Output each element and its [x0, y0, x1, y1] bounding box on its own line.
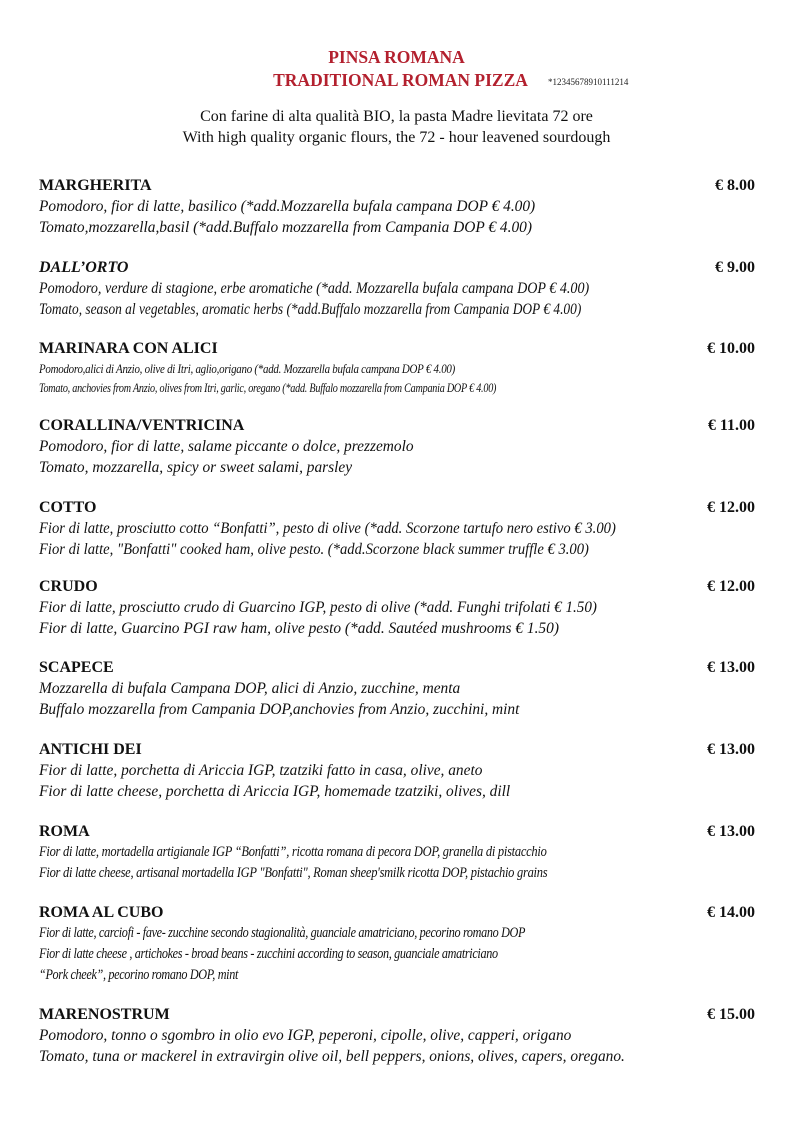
item-name: COTTO: [39, 499, 97, 516]
menu-item-crudo: [39, 577, 757, 639]
item-desc-english: Fior di latte cheese, artisanal mortadella IGP "Bonfatti", Roman sheep'smilk ricotta DOP, pistachio grains: [39, 865, 548, 881]
item-desc-italian: Pomodoro,alici di Anzio, olive di Itri, aglio,origano (*add. Mozzarella bufala campana DOP € 4.00): [39, 361, 456, 376]
item-desc-italian: Pomodoro, fior di latte, salame piccante o dolce, prezzemolo: [39, 438, 414, 455]
item-desc-english: Buffalo mozzarella from Campania DOP,anchovies from Anzio, zucchini, mint: [39, 701, 520, 718]
item-desc-english: Tomato, season al vegetables, aromatic herbs (*add.Buffalo mozzarella from Campania DOP € 4.00): [39, 301, 582, 318]
allergen-note: *12345678910111214: [548, 77, 629, 87]
item-price: € 13.00: [707, 659, 755, 676]
item-name: ROMA AL CUBO: [39, 904, 164, 921]
item-name: DALL’ORTO: [39, 259, 129, 276]
item-price: € 13.00: [707, 823, 755, 840]
menu-item-cotto: [39, 498, 757, 560]
menu-item-dallorto: [39, 258, 757, 320]
page-title: PINSA ROMANA: [328, 47, 465, 67]
item-desc-english: Tomato,mozzarella,basil (*add.Buffalo mozzarella from Campania DOP € 4.00): [39, 219, 532, 236]
item-price: € 11.00: [707, 417, 755, 434]
item-desc-italian: Fior di latte, carciofi - fave- zucchine secondo stagionalità, guanciale amatriciano, pecorino romano DOP: [39, 925, 526, 941]
item-price: € 12.00: [707, 499, 755, 516]
intro-english: With high quality organic flours, the 72 - hour leavened sourdough: [182, 129, 611, 146]
item-desc-italian: Fior di latte, mortadella artigianale IGP “Bonfatti”, ricotta romana di pecora DOP, granella di pistacchio: [39, 844, 547, 860]
item-price: € 14.00: [707, 904, 755, 921]
item-name: SCAPECE: [39, 659, 114, 676]
menu-item-antichi-dei: [39, 740, 757, 802]
item-desc-english: Tomato, tuna or mackerel in extravirgin olive oil, bell peppers, onions, olives, capers, oregano.: [39, 1048, 625, 1065]
item-name: MARINARA CON ALICI: [39, 340, 218, 357]
item-price: € 8.00: [715, 177, 755, 194]
item-name: MARGHERITA: [39, 177, 152, 194]
item-desc-english: Tomato, mozzarella, spicy or sweet salami, parsley: [39, 459, 353, 476]
item-desc-english: Fior di latte cheese , artichokes - broad beans - zucchini according to season, guanciale amatriciano: [39, 946, 498, 962]
item-desc-italian: Fior di latte, prosciutto cotto “Bonfatti”, pesto di olive (*add. Scorzone tartufo nero estivo € 3.00): [39, 520, 616, 537]
item-desc-english: Fior di latte, "Bonfatti" cooked ham, olive pesto. (*add.Scorzone black summer truffle € 3.00): [39, 541, 589, 558]
menu-item-marinara-con-alici: [39, 339, 757, 397]
item-name: CORALLINA/VENTRICINA: [39, 417, 245, 434]
item-desc-italian: Fior di latte, prosciutto crudo di Guarcino IGP, pesto di olive (*add. Funghi trifolati € 1.50): [39, 599, 597, 616]
menu-item-marenostrum: [39, 1005, 757, 1067]
item-name: ANTICHI DEI: [39, 741, 142, 758]
intro-italian: Con farine di alta qualità BIO, la pasta Madre lievitata 72 ore: [200, 108, 593, 125]
item-price: € 13.00: [707, 741, 755, 758]
item-desc-english: Tomato, anchovies from Anzio, olives from Itri, garlic, oregano (*add. Buffalo mozzarella from Campania DOP € 4.00): [39, 380, 497, 395]
item-name: ROMA: [39, 823, 90, 840]
item-price: € 10.00: [707, 340, 755, 357]
page-subtitle-text: TRADITIONAL ROMAN PIZZA: [273, 70, 528, 90]
item-price: € 15.00: [707, 1006, 755, 1023]
item-desc-italian: Pomodoro, tonno o sgombro in olio evo IGP, peperoni, cipolle, olive, capperi, origano: [39, 1027, 572, 1044]
item-price: € 12.00: [707, 578, 755, 595]
menu-item-roma: [39, 822, 757, 884]
menu-item-scapece: [39, 658, 757, 720]
item-desc-english-cont: “Pork cheek”, pecorino romano DOP, mint: [39, 967, 239, 983]
item-desc-italian: Mozzarella di bufala Campana DOP, alici di Anzio, zucchine, menta: [39, 680, 461, 697]
item-desc-italian: Fior di latte, porchetta di Ariccia IGP, tzatziki fatto in casa, olive, aneto: [39, 762, 483, 779]
item-name: CRUDO: [39, 578, 98, 595]
menu-item-margherita: [39, 176, 757, 238]
menu-item-corallina-ventricina: [39, 416, 757, 478]
page-subtitle: [0, 70, 793, 91]
item-desc-italian: Pomodoro, fior di latte, basilico (*add.Mozzarella bufala campana DOP € 4.00): [39, 198, 536, 215]
item-name: MARENOSTRUM: [39, 1006, 170, 1023]
item-price: € 9.00: [715, 259, 755, 276]
menu-item-roma-al-cubo: [39, 903, 757, 986]
item-desc-english: Fior di latte, Guarcino PGI raw ham, olive pesto (*add. Sautéed mushrooms € 1.50): [39, 620, 559, 637]
item-desc-english: Fior di latte cheese, porchetta di Ariccia IGP, homemade tzatziki, olives, dill: [39, 783, 511, 800]
item-desc-italian: Pomodoro, verdure di stagione, erbe aromatiche (*add. Mozzarella bufala campana DOP € 4.00): [39, 280, 590, 297]
